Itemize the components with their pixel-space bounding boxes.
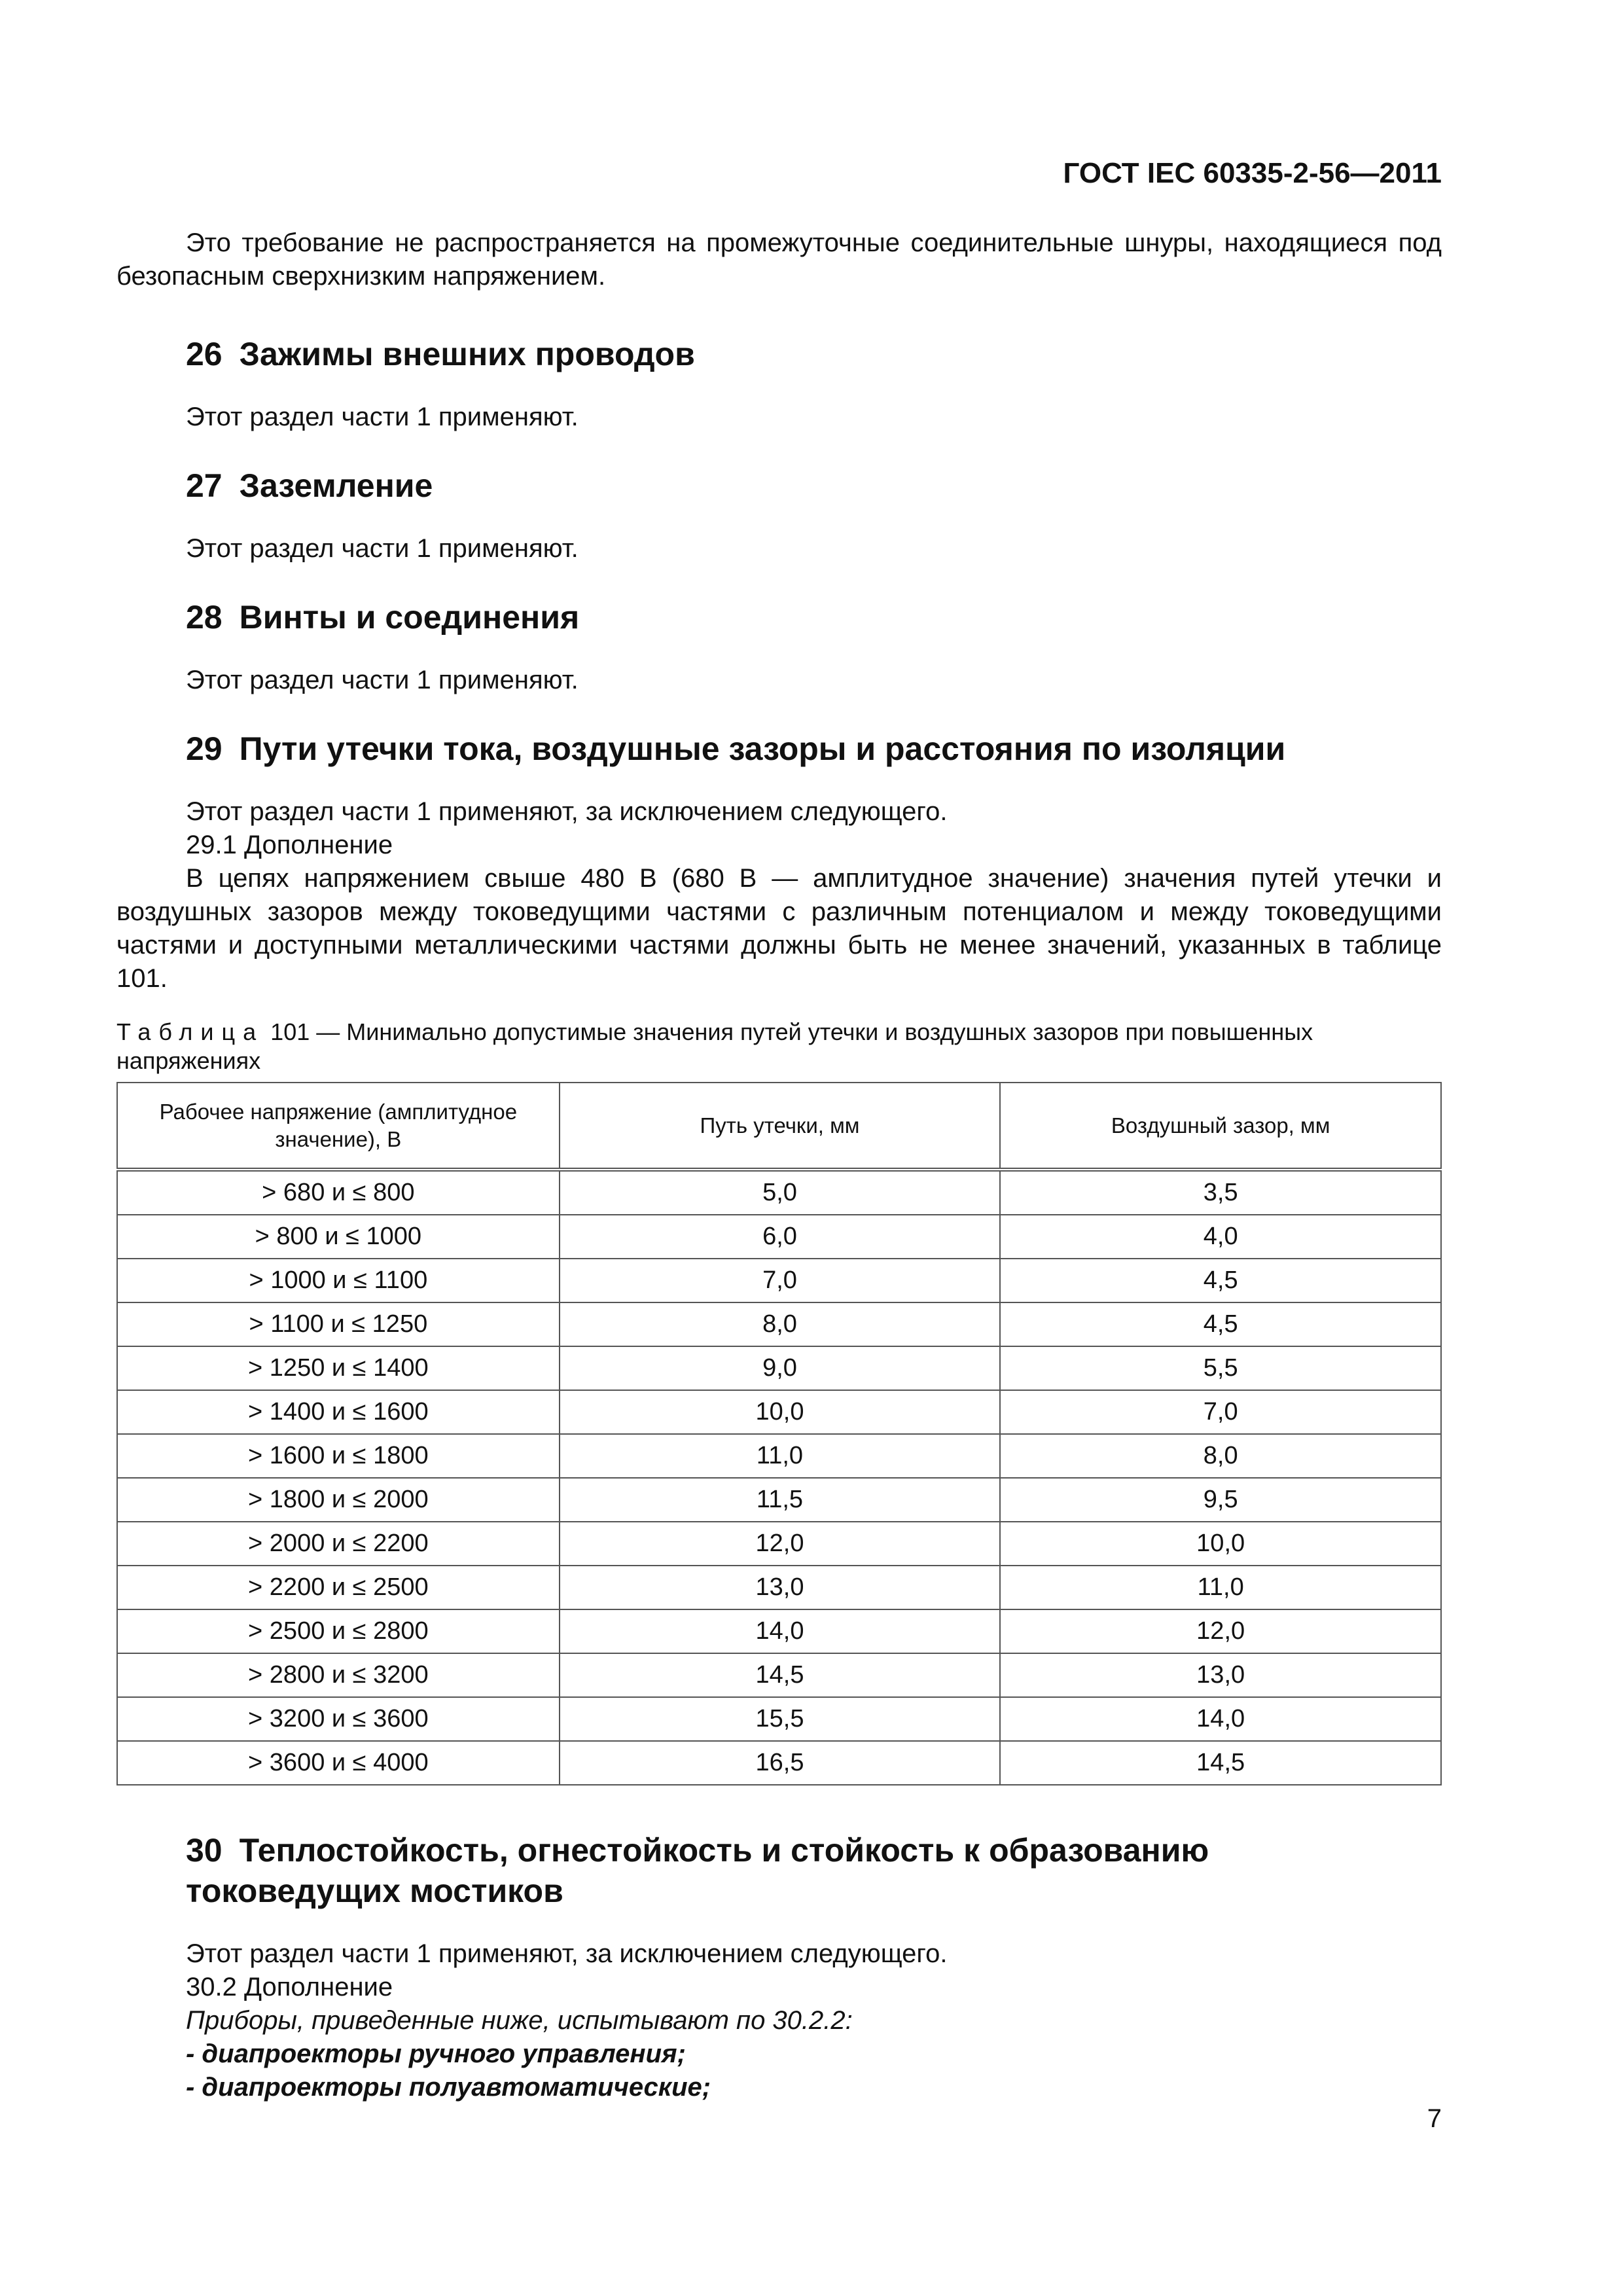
cell-voltage: > 1800 и ≤ 2000 xyxy=(117,1478,560,1522)
document-id-header: ГОСТ IEC 60335-2-56—2011 xyxy=(1063,157,1442,189)
table-row xyxy=(117,1346,1441,1390)
cell-clearance: 8,0 xyxy=(1000,1434,1441,1478)
cell-creepage: 11,0 xyxy=(560,1434,1001,1478)
cell-creepage: 13,0 xyxy=(560,1566,1001,1609)
section-heading-30 xyxy=(116,1830,1442,1911)
table-caption-number: 101 xyxy=(270,1018,310,1045)
cell-creepage: 5,0 xyxy=(560,1170,1001,1215)
section-29-text: В цепях напряжением свыше 480 В (680 В — амплитудное значение) значения путей утечки и воздушных зазоров между токоведущими частями с различным потенциалом и между токоведущими частями и доступными металлическими частями должны быть не менее значений, указанных в таблице 101. xyxy=(116,864,1442,993)
cell-clearance: 13,0 xyxy=(1000,1653,1441,1697)
section-heading-28 xyxy=(116,597,1442,637)
list-item: - диапроекторы полуавтоматические; xyxy=(186,2073,711,2102)
section-number: 28 xyxy=(186,599,223,636)
cell-voltage: > 3600 и ≤ 4000 xyxy=(117,1741,560,1785)
table-row xyxy=(117,1522,1441,1566)
section-number: 26 xyxy=(186,336,223,372)
cell-creepage: 7,0 xyxy=(560,1259,1001,1302)
cell-creepage: 8,0 xyxy=(560,1302,1001,1346)
section-number: 30 xyxy=(186,1832,223,1869)
section-title: Зажимы внешних проводов xyxy=(239,336,695,372)
table-row xyxy=(117,1741,1441,1785)
table-caption xyxy=(116,1018,1442,1075)
cell-voltage: > 2000 и ≤ 2200 xyxy=(117,1522,560,1566)
page-number: 7 xyxy=(1427,2104,1442,2133)
cell-clearance: 10,0 xyxy=(1000,1522,1441,1566)
cell-voltage: > 1600 и ≤ 1800 xyxy=(117,1434,560,1478)
cell-clearance: 9,5 xyxy=(1000,1478,1441,1522)
table-row xyxy=(117,1302,1441,1346)
cell-creepage: 14,5 xyxy=(560,1653,1001,1697)
section-title-line2: токоведущих мостиков xyxy=(186,1873,563,1909)
intro-paragraph: Это требование не распространяется на промежуточные соединительные шнуры, находящиеся под безопасным сверхнизким напряжением. xyxy=(116,228,1442,291)
cell-creepage: 10,0 xyxy=(560,1390,1001,1434)
section-30-italic-line: Приборы, приведенные ниже, испытывают по 30.2.2: xyxy=(186,2006,853,2035)
cell-clearance: 11,0 xyxy=(1000,1566,1441,1609)
cell-clearance: 4,5 xyxy=(1000,1302,1441,1346)
table-caption-text: — Минимально допустимые значения путей утечки и воздушных зазоров при повышенных напряжениях xyxy=(116,1018,1313,1074)
section-title: Винты и соединения xyxy=(239,599,580,636)
table-row xyxy=(117,1609,1441,1653)
section-body-28: Этот раздел части 1 применяют. xyxy=(186,666,579,694)
table-row xyxy=(117,1215,1441,1259)
cell-clearance: 12,0 xyxy=(1000,1609,1441,1653)
section-number: 27 xyxy=(186,467,223,504)
cell-voltage: > 3200 и ≤ 3600 xyxy=(117,1697,560,1741)
cell-voltage: > 680 и ≤ 800 xyxy=(117,1170,560,1215)
cell-clearance: 7,0 xyxy=(1000,1390,1441,1434)
cell-clearance: 14,5 xyxy=(1000,1741,1441,1785)
section-title-line1: Теплостойкость, огнестойкость и стойкость к образованию xyxy=(239,1832,1209,1869)
cell-clearance: 14,0 xyxy=(1000,1697,1441,1741)
table-row xyxy=(117,1390,1441,1434)
cell-creepage: 16,5 xyxy=(560,1741,1001,1785)
cell-creepage: 12,0 xyxy=(560,1522,1001,1566)
table-row xyxy=(117,1697,1441,1741)
cell-creepage: 9,0 xyxy=(560,1346,1001,1390)
table-caption-label: Таблица xyxy=(116,1018,264,1045)
clearance-table xyxy=(116,1082,1442,1785)
cell-clearance: 5,5 xyxy=(1000,1346,1441,1390)
list-item: - диапроекторы ручного управления; xyxy=(186,2039,686,2068)
subsection-30-2: 30.2 Дополнение xyxy=(186,1973,393,2001)
cell-voltage: > 2500 и ≤ 2800 xyxy=(117,1609,560,1653)
cell-creepage: 11,5 xyxy=(560,1478,1001,1522)
cell-clearance: 4,0 xyxy=(1000,1215,1441,1259)
table-header-row xyxy=(117,1083,1441,1170)
section-body-27: Этот раздел части 1 применяют. xyxy=(186,534,579,563)
subsection-29-1: 29.1 Дополнение xyxy=(186,831,393,859)
section-title: Пути утечки тока, воздушные зазоры и расстояния по изоляции xyxy=(239,730,1286,767)
cell-voltage: > 2200 и ≤ 2500 xyxy=(117,1566,560,1609)
cell-voltage: > 1000 и ≤ 1100 xyxy=(117,1259,560,1302)
section-body-30: Этот раздел части 1 применяют, за исключением следующего. xyxy=(186,1939,948,1968)
cell-creepage: 15,5 xyxy=(560,1697,1001,1741)
header-creepage: Путь утечки, мм xyxy=(560,1083,1001,1170)
section-body-29: Этот раздел части 1 применяют, за исключением следующего. xyxy=(186,797,948,826)
page-content xyxy=(116,226,1442,2104)
cell-clearance: 3,5 xyxy=(1000,1170,1441,1215)
header-voltage: Рабочее напряжение (амплитудное значение), В xyxy=(117,1083,560,1170)
header-clearance: Воздушный зазор, мм xyxy=(1000,1083,1441,1170)
table-row xyxy=(117,1434,1441,1478)
cell-voltage: > 1400 и ≤ 1600 xyxy=(117,1390,560,1434)
section-heading-29 xyxy=(116,728,1442,769)
section-heading-27 xyxy=(116,465,1442,506)
section-body-26: Этот раздел части 1 применяют. xyxy=(186,403,579,431)
section-number: 29 xyxy=(186,730,223,767)
section-title: Заземление xyxy=(239,467,433,504)
table-row xyxy=(117,1478,1441,1522)
table-row xyxy=(117,1259,1441,1302)
cell-voltage: > 800 и ≤ 1000 xyxy=(117,1215,560,1259)
cell-clearance: 4,5 xyxy=(1000,1259,1441,1302)
cell-voltage: > 1100 и ≤ 1250 xyxy=(117,1302,560,1346)
section-heading-26 xyxy=(116,334,1442,374)
cell-voltage: > 2800 и ≤ 3200 xyxy=(117,1653,560,1697)
cell-creepage: 6,0 xyxy=(560,1215,1001,1259)
table-row xyxy=(117,1566,1441,1609)
cell-voltage: > 1250 и ≤ 1400 xyxy=(117,1346,560,1390)
table-row xyxy=(117,1170,1441,1215)
table-row xyxy=(117,1653,1441,1697)
cell-creepage: 14,0 xyxy=(560,1609,1001,1653)
